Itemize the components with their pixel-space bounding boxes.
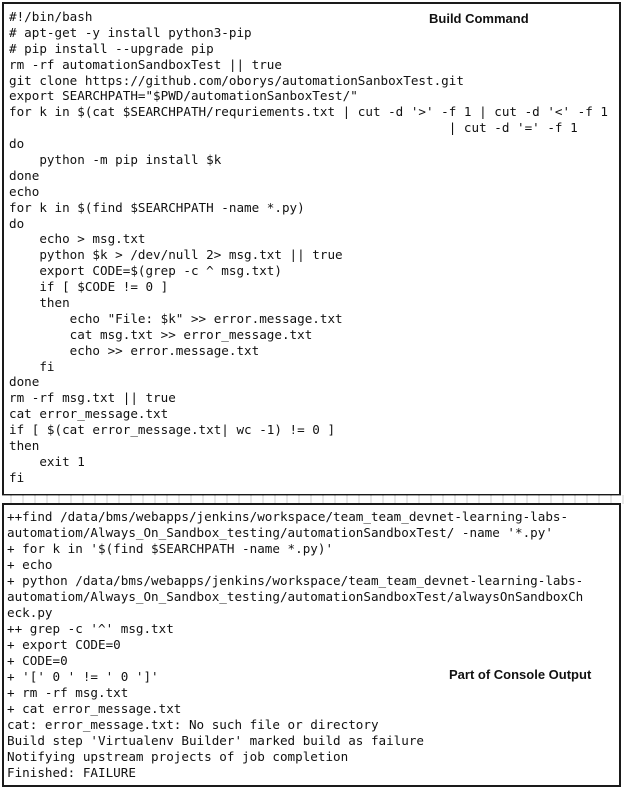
console-line: Finished: FAILURE <box>7 765 136 780</box>
console-line: ++find /data/bms/webapps/jenkins/workspace/team_team_devnet-learning-labs- <box>7 509 569 524</box>
build-command-code <box>9 9 608 486</box>
code-line: rm -rf automationSandboxTest || true <box>9 56 282 72</box>
code-line: cat msg.txt >> error_message.txt <box>9 326 313 342</box>
console-line: + python /data/bms/webapps/jenkins/workspace/team_team_devnet-learning-labs- <box>7 573 584 588</box>
code-line: echo "File: $k" >> error.message.txt <box>9 310 343 326</box>
console-line: cat: error_message.txt: No such file or directory <box>7 717 379 732</box>
code-line: do <box>9 136 25 152</box>
code-line: fi <box>9 469 25 485</box>
console-line: + for k in '$(find $SEARCHPATH -name *.py)' <box>7 541 334 556</box>
code-line: | cut -d '=' -f 1 <box>9 120 578 136</box>
code-line: python $k > /dev/null 2> msg.txt || true <box>9 247 343 263</box>
code-line: rm -rf msg.txt || true <box>9 390 176 406</box>
code-line: git clone https://github.com/oborys/automationSanboxTest.git <box>9 72 464 88</box>
console-output-log <box>7 509 583 781</box>
code-line: then <box>9 438 40 454</box>
code-line: for k in $(find $SEARCHPATH -name *.py) <box>9 199 305 215</box>
code-line: echo >> error.message.txt <box>9 342 260 358</box>
code-line: done <box>9 167 40 183</box>
code-line: if [ $(cat error_message.txt| wc -1) != 0 ] <box>9 422 336 438</box>
console-line: eck.py <box>7 605 53 620</box>
console-line: + CODE=0 <box>7 653 68 668</box>
code-line: export SEARCHPATH="$PWD/automationSanboxTest/" <box>9 88 358 104</box>
code-line: echo > msg.txt <box>9 231 146 247</box>
code-line: python -m pip install $k <box>9 152 222 168</box>
console-line: + cat error_message.txt <box>7 701 182 716</box>
console-line: automatiom/Always_On_Sandbox_testing/automationSandboxTest/ -name '*.py' <box>7 525 553 540</box>
code-line: if [ $CODE != 0 ] <box>9 279 169 295</box>
console-line: + '[' 0 ' != ' 0 ']' <box>7 669 159 684</box>
build-command-panel <box>2 2 621 496</box>
code-line: #!/bin/bash <box>9 9 93 24</box>
code-line: cat error_message.txt <box>9 406 169 422</box>
code-line: fi <box>9 358 55 374</box>
code-line: export CODE=$(grep -c ^ msg.txt) <box>9 263 282 279</box>
console-line: Notifying upstream projects of job completion <box>7 749 349 764</box>
code-line: # apt-get -y install python3-pip <box>9 24 252 40</box>
code-line: # pip install --upgrade pip <box>9 40 214 56</box>
code-line: do <box>9 215 25 231</box>
console-line: ++ grep -c '^' msg.txt <box>7 621 174 636</box>
code-line: done <box>9 374 40 390</box>
console-output-title: Part of Console Output <box>449 667 592 682</box>
console-line: automatiom/Always_On_Sandbox_testing/automationSandboxTest/alwaysOnSandboxCh <box>7 589 584 604</box>
code-line: echo <box>9 183 40 199</box>
code-line: for k in $(cat $SEARCHPATH/requriements.txt | cut -d '>' -f 1 | cut -d '<' -f 1 <box>9 104 608 120</box>
console-line: + echo <box>7 557 53 572</box>
build-command-title: Build Command <box>429 11 529 26</box>
code-line: exit 1 <box>9 453 85 469</box>
code-line: then <box>9 295 70 311</box>
console-output-panel <box>2 503 621 787</box>
console-line: Build step 'Virtualenv Builder' marked build as failure <box>7 733 425 748</box>
console-line: + rm -rf msg.txt <box>7 685 129 700</box>
console-line: + export CODE=0 <box>7 637 121 652</box>
